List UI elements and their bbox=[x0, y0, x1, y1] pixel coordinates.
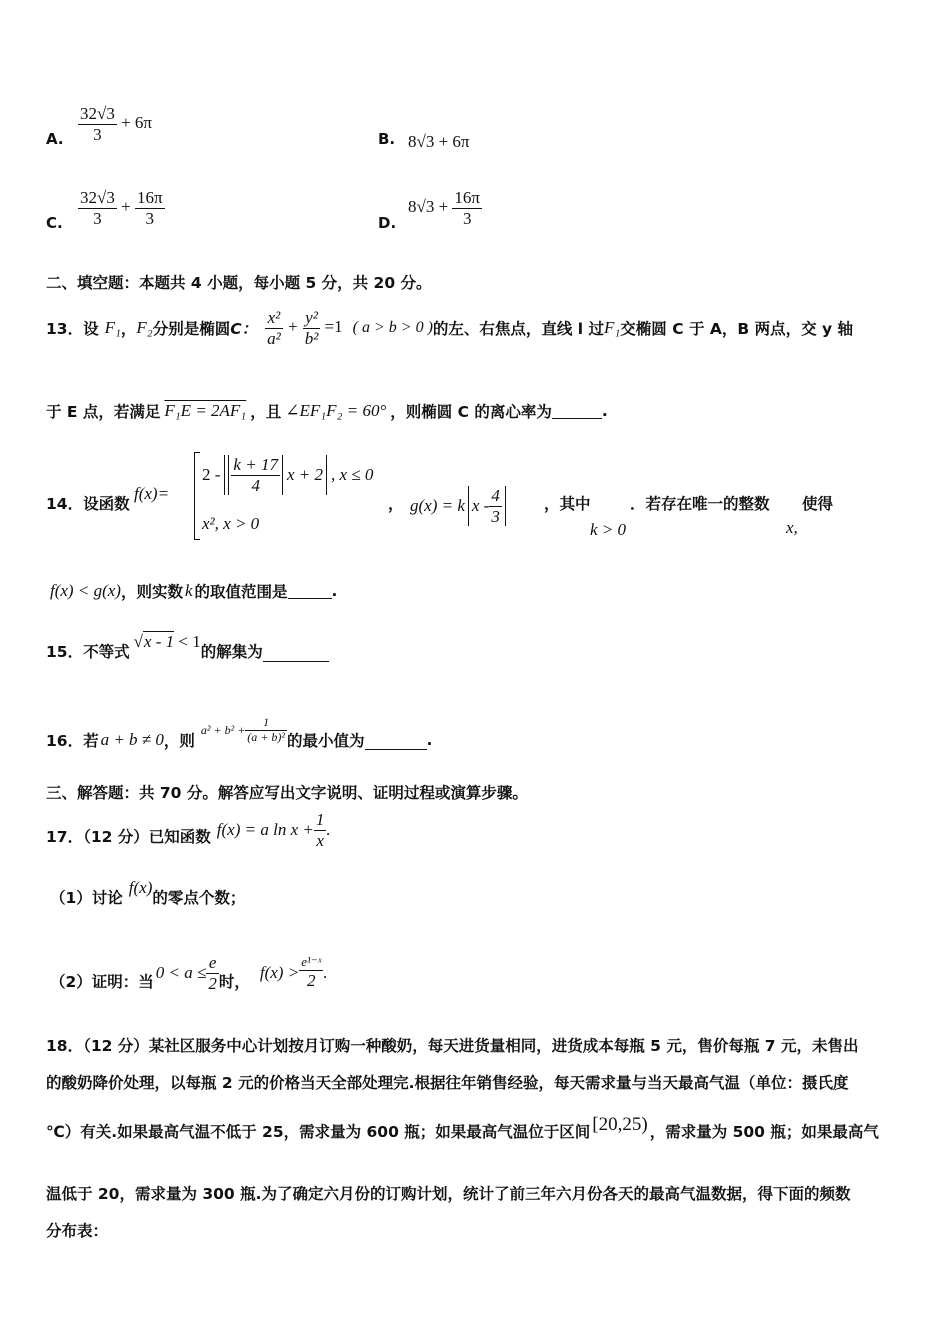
q15-number: 15．不等式 bbox=[46, 643, 130, 661]
question-17-part-2 bbox=[50, 950, 328, 996]
q14-line2-d: . bbox=[331, 582, 338, 600]
q16-text-1: ，则 bbox=[163, 732, 195, 750]
q16-text-2: 的最小值为 bbox=[286, 732, 365, 750]
q13-f1: F₁ bbox=[104, 318, 121, 337]
q13-line2-a: 于 E 点，若满足 bbox=[46, 403, 161, 421]
q14-line2-b: ，则实数 bbox=[120, 583, 183, 601]
q15-expr-tail: < 1 bbox=[178, 632, 201, 651]
q13-angle: ∠EF₁F₂ = 60° bbox=[285, 401, 387, 420]
q16-number: 16．若 bbox=[46, 732, 99, 750]
q17-p2-inequality bbox=[260, 955, 328, 990]
q16-expression bbox=[201, 716, 287, 745]
question-13-line-1 bbox=[46, 298, 853, 358]
q13-text-1: 分别是椭圆 bbox=[152, 320, 231, 338]
q13-ellipse-frac-x bbox=[265, 308, 283, 348]
q14-inequality: f(x) < g(x) bbox=[50, 581, 121, 600]
q14-paren bbox=[228, 455, 283, 495]
q14-k: k bbox=[184, 581, 193, 600]
q16-den: (a + b)² bbox=[247, 729, 285, 744]
q18-line-5: 分布表： bbox=[46, 1222, 109, 1240]
q13-ellipse-plus: + bbox=[286, 316, 299, 336]
q13-ellipse-num-x: x² bbox=[265, 308, 283, 329]
q18-line-3 bbox=[46, 1114, 879, 1142]
q14-case1-fraction bbox=[231, 455, 280, 495]
q17-p2-fraction-2 bbox=[299, 955, 323, 990]
q14-text-3: 使得 bbox=[802, 495, 834, 513]
q14-text-2: ．若存在唯一的整数 bbox=[630, 495, 770, 513]
q14-sep: ， bbox=[388, 495, 404, 513]
q17-p2-den: 2 bbox=[208, 973, 217, 993]
q17-fraction bbox=[314, 810, 327, 850]
option-d-expression bbox=[408, 188, 482, 228]
q17-p1-label: （1）讨论 bbox=[50, 889, 123, 907]
q18-interval: [20,25) bbox=[592, 1114, 648, 1135]
q14-answer-blank bbox=[288, 584, 332, 599]
question-17 bbox=[46, 808, 331, 852]
q13-f2: F₂ bbox=[136, 318, 153, 337]
question-16 bbox=[46, 700, 432, 760]
q17-p1-text: 的零点个数； bbox=[152, 889, 246, 907]
q17-p2-fx: f(x) > bbox=[259, 962, 300, 982]
q16-expr-lead: a² + b² + bbox=[200, 722, 246, 737]
q13-line2-c: ，则椭圆 C 的离心率为 bbox=[390, 403, 552, 421]
q16-fraction bbox=[245, 716, 287, 745]
option-c-expression bbox=[78, 188, 165, 228]
q14-g-of-x bbox=[410, 486, 506, 526]
q14-case-2: x², x > 0 bbox=[202, 514, 260, 533]
q14-g-fraction bbox=[489, 486, 502, 526]
option-b-expression: 8√3 + 6π bbox=[408, 132, 470, 151]
q13-comma: ， bbox=[120, 320, 137, 338]
q13-text-3: 交椭圆 C 于 A，B 两点，交 y 轴 bbox=[620, 320, 853, 338]
q17-p2-den2: 2 bbox=[307, 971, 316, 991]
q13-answer-blank bbox=[552, 404, 602, 419]
q14-abs-bars bbox=[224, 455, 327, 495]
q13-ellipse-num-y: y² bbox=[303, 308, 321, 329]
q17-function bbox=[217, 810, 331, 850]
q14-case-1 bbox=[202, 455, 373, 495]
q13-ellipse-den-x: a² bbox=[267, 328, 281, 348]
option-d-numerator: 16π bbox=[454, 188, 481, 207]
option-c-fraction-2 bbox=[135, 188, 165, 228]
q16-text-3: . bbox=[426, 731, 433, 749]
q13-ellipse-frac-y bbox=[303, 308, 321, 348]
option-d-label: D. bbox=[378, 214, 397, 232]
option-d-denominator: 3 bbox=[462, 208, 472, 228]
question-17-part-1 bbox=[50, 878, 246, 908]
q14-case1-den: 4 bbox=[251, 475, 260, 495]
option-a-expression bbox=[78, 104, 152, 144]
q17-number: 17．（12 分）已知函数 bbox=[46, 828, 211, 846]
question-15 bbox=[46, 632, 329, 662]
q15-answer-blank bbox=[263, 647, 329, 662]
q14-number: 14．设函数 bbox=[46, 495, 130, 513]
option-c-label: C. bbox=[46, 214, 63, 232]
option-a-numerator: 32√3 bbox=[80, 104, 115, 123]
q13-ellipse-equation bbox=[265, 308, 343, 348]
q17-fx: f(x) = a ln x + bbox=[216, 820, 314, 839]
q18-line3-b: ，需求量为 500 瓶；如果最高气 bbox=[649, 1123, 879, 1141]
option-c-numerator-2: 16π bbox=[136, 188, 163, 207]
option-c-numerator-1: 32√3 bbox=[80, 188, 115, 207]
q14-x-variable: x, bbox=[786, 518, 798, 537]
option-a-tail: + 6π bbox=[121, 112, 153, 132]
q17-p2-condition bbox=[156, 953, 219, 993]
q14-piecewise-brace bbox=[194, 452, 200, 540]
q17-num: 1 bbox=[315, 809, 325, 829]
q13-text-2: 的左、右焦点，直线 l 过 bbox=[432, 320, 604, 338]
q14-k-positive: k > 0 bbox=[590, 520, 627, 539]
option-c-denominator-1: 3 bbox=[93, 208, 102, 228]
q17-p2-num2: e¹⁻ˣ bbox=[301, 954, 322, 970]
q17-dot: . bbox=[326, 820, 331, 839]
q13-c: C： bbox=[230, 320, 258, 338]
option-c-fraction-1 bbox=[78, 188, 117, 228]
option-a-fraction bbox=[78, 104, 117, 144]
section-3-heading: 三、解答题：共 70 分。解答应写出文字说明、证明过程或演算步骤。 bbox=[46, 784, 528, 802]
q14-g-a: x - bbox=[471, 496, 490, 516]
q17-p1-fx: f(x) bbox=[128, 878, 153, 897]
q16-condition: a + b ≠ 0 bbox=[100, 730, 164, 749]
q18-line-4: 温低于 20，需求量为 300 瓶.为了确定六月份的订购计划，统计了前三年六月份各天的最高气温数据，得下面的频数 bbox=[46, 1185, 851, 1203]
q14-g-paren bbox=[468, 486, 506, 526]
q14-case1-b: x + 2 bbox=[286, 465, 323, 485]
q14-text-1: ，其中 bbox=[544, 495, 591, 513]
option-d-fraction bbox=[452, 188, 482, 228]
q14-f-of-x: f(x)= bbox=[134, 484, 170, 503]
option-a-denominator: 3 bbox=[93, 124, 102, 144]
q14-line2-c: 的取值范围是 bbox=[194, 583, 288, 601]
q16-answer-blank bbox=[365, 735, 427, 750]
q14-case1-num: k + 17 bbox=[233, 455, 278, 474]
q14-g-num: 4 bbox=[491, 486, 500, 505]
q14-case1-a: 2 - bbox=[202, 465, 221, 485]
q17-p2-fraction bbox=[206, 953, 219, 993]
section-2-heading: 二、填空题：本题共 4 小题，每小题 5 分，共 20 分。 bbox=[46, 274, 432, 292]
q13-line2-b: ，且 bbox=[250, 403, 282, 421]
q16-num: 1 bbox=[245, 716, 287, 731]
question-13-line-2 bbox=[46, 400, 608, 422]
q13-number: 13．设 bbox=[46, 320, 99, 338]
question-14-line-2 bbox=[50, 580, 337, 602]
q13-line2-d: . bbox=[601, 402, 608, 420]
q13-ellipse-den-y: b² bbox=[304, 328, 319, 348]
option-a-label: A. bbox=[46, 130, 64, 148]
q17-p2-cond: 0 < a ≤ bbox=[155, 963, 207, 982]
q18-line-1: 18．（12 分）某社区服务中心计划按月订购一种酸奶，每天进货量相同，进货成本每瓶 5 元，售价每瓶 7 元，未售出 bbox=[46, 1037, 859, 1055]
q14-g-den: 3 bbox=[491, 506, 500, 526]
q15-expression: √x - 1 < 1 bbox=[133, 632, 201, 651]
q18-line-2: 的酸奶降价处理，以每瓶 2 元的价格当天全部处理完.根据往年销售经验，每天需求量与当天最高气温（单位：摄氏度 bbox=[46, 1074, 849, 1092]
q15-radicand: x - 1 bbox=[143, 632, 175, 651]
q13-ellipse-eq: =1 bbox=[324, 316, 343, 336]
q14-g-lead: g(x) = k bbox=[410, 496, 465, 516]
q17-p2-label: （2）证明：当 bbox=[50, 973, 154, 991]
q14-case1-c: , x ≤ 0 bbox=[330, 465, 374, 485]
q13-f1-b: F₁ bbox=[604, 318, 621, 337]
option-b-label: B. bbox=[378, 130, 396, 148]
q18-line3-a: ℃）有关.如果最高气温不低于 25，需求量为 600 瓶；如果最高气温位于区间 bbox=[46, 1123, 591, 1141]
option-c-denominator-2: 3 bbox=[145, 208, 154, 228]
q13-vector-equation: F₁E = 2AF₁ bbox=[164, 401, 247, 420]
q13-condition: ( a > b > 0 ) bbox=[352, 319, 433, 336]
option-d-lead: 8√3 + bbox=[408, 196, 449, 216]
q17-p2-text: 时， bbox=[218, 973, 250, 991]
q17-p2-num: e bbox=[206, 953, 219, 974]
option-c-plus: + bbox=[121, 196, 131, 216]
q17-den: x bbox=[316, 830, 324, 850]
q17-p2-dot: . bbox=[323, 962, 328, 982]
q15-text: 的解集为 bbox=[200, 643, 263, 661]
